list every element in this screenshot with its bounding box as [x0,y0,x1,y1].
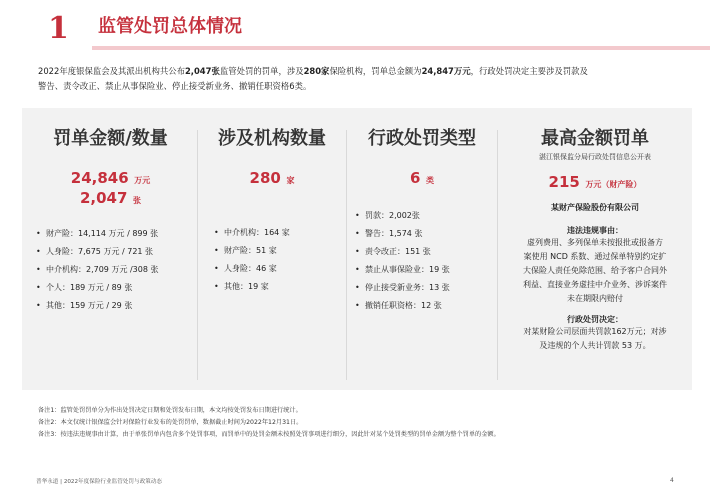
intro-institutions: 280家 [303,66,330,76]
column-title: 行政处罚类型 [368,128,476,149]
total-count [28,190,193,206]
list-item: • 停止接受新业务：13 张 [355,283,450,292]
decision-text: 对某财险公司层面共罚款162万元；对涉 及违规的个人共计罚款 53 万。 [523,327,667,350]
header-rule [88,46,710,50]
amount-breakdown-list [28,228,193,311]
penalty-type-count-unit: 类 [426,176,434,185]
list-item: • 禁止从事保险业：19 张 [355,265,450,274]
list-item: • 财产险：51 家 [214,246,277,255]
total-amount [28,170,193,186]
list-item: • 中介机构：2,709 万元 /308 张 [36,265,159,274]
column-title: 最高金额罚单 [541,128,649,149]
list-item: • 其他：159 万元 / 29 张 [36,301,133,310]
list-item: • 罚款：2,002张 [355,211,420,220]
list-item: • 个人：189 万元 / 89 张 [36,283,133,292]
violation-text: 虚列费用、多列保单未按报批或报备方 案使用 NCD 系数、通过保单特别约定扩 大保险人责任免除范围、给予客户合同外 利益、直接业务虚挂中介业务、涉诉案件 未在期限内赔付 [523,238,667,303]
list-item: • 中介机构：164 家 [214,228,290,237]
column-penalty-types [349,118,495,382]
page-number: 4 [670,477,674,484]
penalty-type-list [349,210,495,311]
total-count-unit: 张 [133,196,142,205]
violation-label: 违法违规事由： [567,226,623,235]
page-title: 监管处罚总体情况 [98,16,242,37]
column-institutions [200,118,344,382]
decision-label: 行政处罚决定： [567,315,623,324]
institution-count-unit: 家 [286,176,295,185]
list-item: • 其他：19 家 [214,282,269,291]
highest-penalty-amount [500,174,690,190]
company-name: 某财产保险股份有限公司 [551,203,639,212]
column-subtitle: 湛江银保监分局行政处罚信息公开表 [539,153,651,161]
total-count-value: 2,047 [79,189,128,207]
intro-text: 保险机构，罚单总金额为 [329,66,422,76]
penalty-type-count [349,170,495,186]
intro-paragraph [38,64,688,94]
intro-text: 监管处罚的罚单，涉及 [219,66,304,76]
column-highest-penalty [500,118,690,382]
intro-text: 警告、责令改正、禁止从事保险业、停止接受新业务、撤销任职资格6类。 [38,81,312,91]
institution-breakdown-list [200,227,344,292]
highest-penalty-note: （财产险） [601,180,642,189]
column-divider [346,130,347,380]
list-item: • 人身险：7,675 万元 / 721 张 [36,247,154,256]
column-title: 涉及机构数量 [218,128,326,149]
highest-penalty-unit: 万元 [585,180,602,189]
institution-count [200,170,344,186]
list-item: • 责令改正：151 张 [355,247,431,256]
total-amount-unit: 万元 [134,176,151,185]
total-amount-value: 24,846 [70,169,129,187]
footer-source: 普华永道 | 2022年度保险行业监管处罚与政策动态 [36,479,162,485]
column-divider [497,130,498,380]
list-item: • 警告：1,574 张 [355,229,423,238]
intro-text: ，行政处罚决定主要涉及罚款及 [470,66,588,76]
intro-amount: 24,847万元 [421,66,471,76]
intro-count: 2,047张 [184,66,220,76]
footnote: 备注1：监管处罚罚单分为作出处罚决定日期和处罚发布日期，本文均按处罚发布日期进行统计。 [38,407,302,414]
list-item: • 撤销任职资格：12 张 [355,301,442,310]
institution-count-value: 280 [249,169,281,187]
column-penalty-amount [28,118,193,382]
intro-text: 2022年度银保监会及其派出机构共公布 [38,66,185,76]
footnotes [38,405,698,441]
penalty-type-count-value: 6 [409,169,421,187]
footnote: 备注3：按违法违规事由计算，由于单张罚单内包含多个处罚事项，而罚单中的处罚金额未按照处罚事项进行细分，因此针对某个处罚类型的罚单金额为整个罚单的金额。 [38,431,500,438]
list-item: • 人身险：46 家 [214,264,277,273]
column-divider [197,130,198,380]
column-title: 罚单金额/数量 [53,128,168,149]
header [0,0,710,52]
section-number: 1 [48,11,69,46]
highest-penalty-value: 215 [548,173,580,191]
list-item: • 财产险：14,114 万元 / 899 张 [36,229,159,238]
footnote: 备注2：本文仅统计银保监会针对保险行业发布的处罚罚单，数据截止时间为2022年12月31日。 [38,419,303,426]
